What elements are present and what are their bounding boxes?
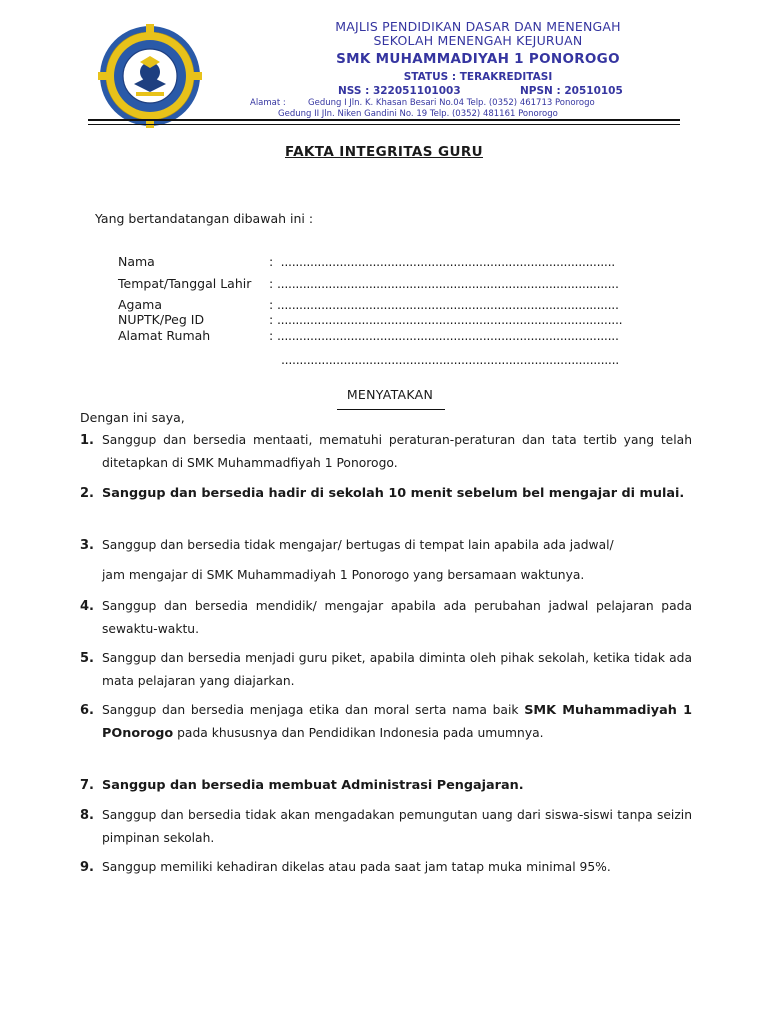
field-colon: : xyxy=(269,312,274,327)
address-building-2: Gedung II Jln. Niken Gandini No. 19 Telp. (0352) 481161 Ponorogo xyxy=(278,109,558,119)
item-text: Sanggup dan bersedia hadir di sekolah 10 menit sebelum bel mengajar di mulai. xyxy=(102,486,685,501)
address-label: Alamat : xyxy=(250,98,286,108)
item-number: 4. xyxy=(80,599,94,614)
address-line-1 xyxy=(228,98,728,109)
item-text: Sanggup dan bersedia menjadi guru piket, apabila diminta oleh pihak sekolah, ketika tidak ada mata pelajaran yang diajarkan. xyxy=(102,651,692,688)
field-agama xyxy=(118,297,619,312)
item-text: Sanggup memiliki kehadiran dikelas atau pada saat jam tatap muka minimal 95%. xyxy=(102,860,611,874)
field-tempat-tanggal-lahir xyxy=(118,276,619,291)
field-blank: .............................................................................................. xyxy=(277,312,623,327)
field-label: Nama xyxy=(118,254,155,269)
statement-underline xyxy=(337,409,445,410)
item-text: Sanggup dan bersedia tidak akan mengadakan pemungutan uang dari siswa-siswi tanpa seizin pimpinan sekolah. xyxy=(102,808,692,845)
item-text xyxy=(102,699,692,745)
document-title: FAKTA INTEGRITAS GURU xyxy=(285,144,483,160)
item-text: jam mengajar di SMK Muhammadiyah 1 Ponorogo yang bersamaan waktunya. xyxy=(102,568,585,582)
field-nuptk xyxy=(118,312,622,327)
statement-item-2 xyxy=(80,482,692,505)
item-number: 8. xyxy=(80,808,94,823)
address-building-1: Gedung I Jln. K. Khasan Besari No.04 Telp. (0352) 461713 Ponorogo xyxy=(308,98,595,108)
item-number: 3. xyxy=(80,538,94,553)
item-text: Sanggup dan bersedia tidak mengajar/ bertugas di tempat lain apabila ada jadwal/ xyxy=(102,538,614,552)
school-type: SEKOLAH MENENGAH KEJURUAN xyxy=(373,33,583,48)
statement-item-3-continued xyxy=(80,564,692,587)
item-number: 9. xyxy=(80,860,94,875)
accreditation-status: STATUS : TERAKREDITASI xyxy=(403,71,553,83)
intro-text: Yang bertandatangan dibawah ini : xyxy=(95,211,314,226)
field-label: Agama xyxy=(118,297,162,312)
statement-item-5 xyxy=(80,647,692,693)
field-label: NUPTK/Peg ID xyxy=(118,312,205,327)
statement-heading: MENYATAKAN xyxy=(346,387,434,402)
item-text: Sanggup dan bersedia mentaati, mematuhi peraturan-peraturan dan tata tertib yang telah ditetapkan di SMK Muhammadfiyah 1 Ponorogo. xyxy=(102,433,692,470)
statement-item-7 xyxy=(80,774,692,797)
statement-item-9 xyxy=(80,856,692,879)
statement-item-8 xyxy=(80,804,692,850)
item-text: Sanggup dan bersedia mendidik/ mengajar apabila ada perubahan jadwal pelajaran pada sewaktu-waktu. xyxy=(102,599,692,636)
item-number: 5. xyxy=(80,651,94,666)
item-number: 7. xyxy=(80,778,94,793)
field-alamat-rumah xyxy=(118,328,619,343)
field-blank: ............................................................................................. xyxy=(277,328,619,343)
school-ids xyxy=(228,84,728,98)
field-colon: : xyxy=(269,276,274,291)
item-text: Sanggup dan bersedia membuat Administrasi Pengajaran. xyxy=(102,778,524,793)
school-name: SMK MUHAMMADIYAH 1 PONOROGO xyxy=(336,51,620,67)
nss-number: NSS : 322051101003 xyxy=(338,85,461,97)
field-nama xyxy=(118,254,615,269)
field-blank: ............................................................................................. xyxy=(277,297,619,312)
statement-item-6 xyxy=(80,699,692,745)
field-label: Alamat Rumah xyxy=(118,328,211,343)
field-label: Tempat/Tanggal Lahir xyxy=(118,276,252,291)
field-blank: ........................................................................................... xyxy=(277,254,615,269)
npsn-number: NPSN : 20510105 xyxy=(520,85,623,97)
statement-item-4 xyxy=(80,595,692,641)
item-text-post: pada khususnya dan Pendidikan Indonesia pada umumnya. xyxy=(173,726,544,740)
letterhead-rule-thick xyxy=(88,119,680,121)
address-blank-continuation: ............................................................................................ xyxy=(281,352,619,367)
field-colon: : xyxy=(269,297,274,312)
letterhead xyxy=(228,20,728,120)
item-number: 6. xyxy=(80,703,94,718)
opening-text: Dengan ini saya, xyxy=(80,410,185,425)
item-text-pre: Sanggup dan bersedia menjaga etika dan moral serta nama baik xyxy=(102,703,525,717)
field-colon: : xyxy=(269,328,274,343)
statement-item-3 xyxy=(80,534,692,557)
field-blank: ............................................................................................. xyxy=(277,276,619,291)
field-colon: : xyxy=(269,254,274,269)
item-text-school: SMK Muhammadiyah 1 POnorogo xyxy=(102,703,692,741)
letterhead-rule-thin xyxy=(88,124,680,125)
school-emblem-icon xyxy=(96,22,204,130)
statement-item-1 xyxy=(80,429,692,475)
council-name: MAJLIS PENDIDIKAN DASAR DAN MENENGAH xyxy=(335,19,621,34)
item-number: 1. xyxy=(80,433,94,448)
item-number: 2. xyxy=(80,486,94,501)
